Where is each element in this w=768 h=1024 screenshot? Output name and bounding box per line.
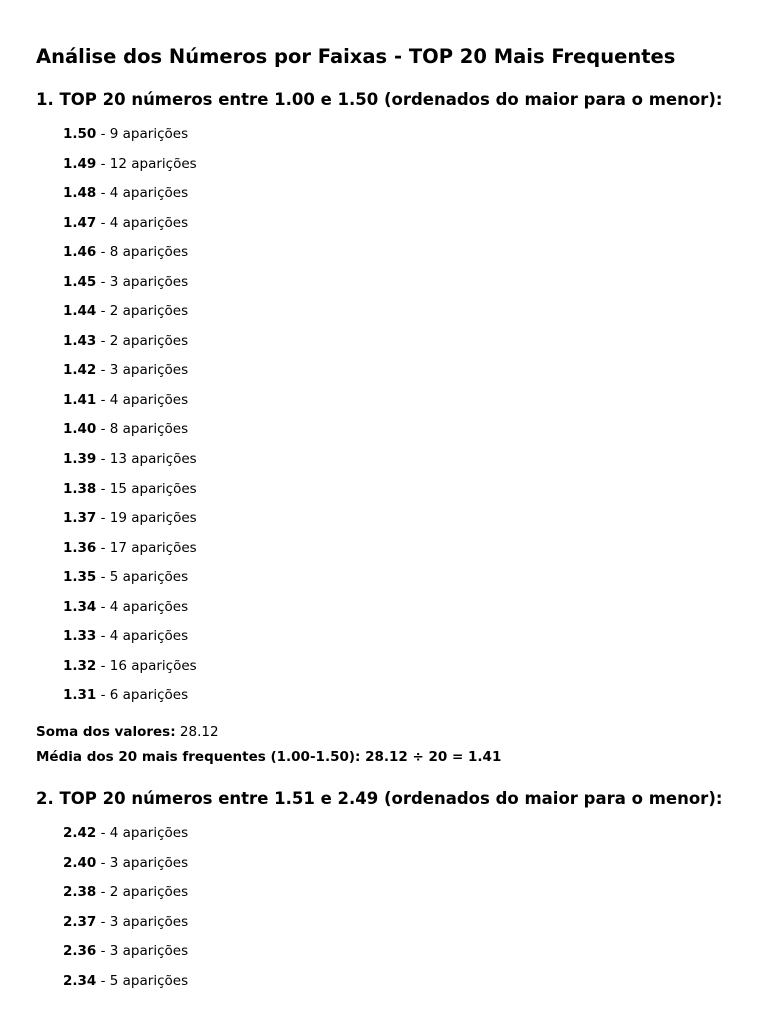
number-value: 1.41 xyxy=(63,391,97,408)
occurrence-count: 4 aparições xyxy=(109,214,189,231)
separator: - xyxy=(96,362,110,379)
list-item-entry xyxy=(63,445,197,475)
list-item-entry xyxy=(63,908,188,938)
occurrence-count: 5 aparições xyxy=(109,569,189,586)
number-value: 1.33 xyxy=(63,628,97,645)
separator: - xyxy=(96,687,110,704)
separator: - xyxy=(96,972,110,989)
list-item-entry xyxy=(63,937,188,967)
separator: - xyxy=(96,332,110,349)
separator: - xyxy=(96,598,110,615)
list-item-entry xyxy=(63,238,188,268)
list-item-entry xyxy=(63,681,188,711)
occurrence-count: 4 aparições xyxy=(109,391,189,408)
list-item-entry xyxy=(63,209,188,239)
list-item-entry xyxy=(63,967,188,997)
section-1-heading: 1. TOP 20 números entre 1.00 e 1.50 (ordenados do maior para o menor): xyxy=(36,90,723,109)
page-title: Análise dos Números por Faixas - TOP 20 Mais Frequentes xyxy=(36,45,676,68)
separator: - xyxy=(96,155,110,172)
separator: - xyxy=(96,185,110,202)
list-item-entry xyxy=(63,475,197,505)
occurrence-count: 8 aparições xyxy=(109,244,189,261)
list-item-entry xyxy=(63,652,197,682)
number-value: 1.44 xyxy=(63,303,97,320)
occurrence-count: 3 aparições xyxy=(109,913,189,930)
occurrence-count: 4 aparições xyxy=(109,598,189,615)
number-value: 1.50 xyxy=(63,126,97,142)
occurrence-count: 4 aparições xyxy=(109,825,189,841)
list-item-entry xyxy=(63,327,188,357)
occurrence-count: 4 aparições xyxy=(109,628,189,645)
list-item-entry xyxy=(63,120,188,150)
list-item-entry xyxy=(63,268,188,298)
list-item-entry xyxy=(63,593,188,623)
list-item-entry xyxy=(63,563,188,593)
occurrence-count: 15 aparições xyxy=(109,480,197,497)
number-value: 1.42 xyxy=(63,362,97,379)
number-value: 1.37 xyxy=(63,510,97,527)
occurrence-count: 6 aparições xyxy=(109,687,189,704)
number-value: 1.48 xyxy=(63,185,97,202)
number-value: 2.40 xyxy=(63,854,97,871)
list-item-entry xyxy=(63,179,188,209)
number-value: 1.46 xyxy=(63,244,97,261)
number-value: 1.40 xyxy=(63,421,97,438)
list-item-entry xyxy=(63,819,188,849)
separator: - xyxy=(96,244,110,261)
occurrence-count: 16 aparições xyxy=(109,657,197,674)
number-value: 1.39 xyxy=(63,451,97,468)
separator: - xyxy=(96,825,110,841)
list-item-entry xyxy=(63,415,188,445)
number-value: 1.36 xyxy=(63,539,97,556)
separator: - xyxy=(96,854,110,871)
number-value: 1.35 xyxy=(63,569,97,586)
separator: - xyxy=(96,451,110,468)
separator: - xyxy=(96,273,110,290)
occurrence-count: 13 aparições xyxy=(109,451,197,468)
separator: - xyxy=(96,628,110,645)
separator: - xyxy=(96,510,110,527)
list-item-entry xyxy=(63,849,188,879)
number-value: 2.36 xyxy=(63,943,97,960)
occurrence-count: 3 aparições xyxy=(109,943,189,960)
occurrence-count: 5 aparições xyxy=(109,972,189,989)
separator: - xyxy=(96,943,110,960)
separator: - xyxy=(96,214,110,231)
occurrence-count: 4 aparições xyxy=(109,185,189,202)
occurrence-count: 12 aparições xyxy=(109,155,197,172)
number-value: 1.31 xyxy=(63,687,97,704)
occurrence-count: 8 aparições xyxy=(109,421,189,438)
number-value: 1.34 xyxy=(63,598,97,615)
number-value: 1.43 xyxy=(63,332,97,349)
separator: - xyxy=(96,391,110,408)
sum-line xyxy=(36,722,219,742)
occurrence-count: 3 aparições xyxy=(109,854,189,871)
occurrence-count: 17 aparições xyxy=(109,539,197,556)
list-item-entry xyxy=(63,878,188,908)
number-value: 1.45 xyxy=(63,273,97,290)
number-value: 2.34 xyxy=(63,972,97,989)
occurrence-count: 3 aparições xyxy=(109,362,189,379)
list-item-entry xyxy=(63,356,188,386)
list-item-entry xyxy=(63,386,188,416)
occurrence-count: 3 aparições xyxy=(109,273,189,290)
separator: - xyxy=(96,480,110,497)
list-item-entry xyxy=(63,297,188,327)
separator: - xyxy=(96,913,110,930)
list-item-entry xyxy=(63,534,197,564)
number-value: 2.37 xyxy=(63,913,97,930)
sum-label: Soma dos valores: xyxy=(36,724,176,740)
list-item-entry xyxy=(63,150,197,180)
separator: - xyxy=(96,884,110,901)
list-item-entry xyxy=(63,504,197,534)
section-2-heading: 2. TOP 20 números entre 1.51 e 2.49 (ordenados do maior para o menor): xyxy=(36,789,723,808)
separator: - xyxy=(96,303,110,320)
separator: - xyxy=(96,421,110,438)
number-value: 1.38 xyxy=(63,480,97,497)
sum-value: 28.12 xyxy=(179,724,219,740)
occurrence-count: 2 aparições xyxy=(109,303,189,320)
average-line: Média dos 20 mais frequentes (1.00-1.50): 28.12 ÷ 20 = 1.41 xyxy=(36,749,502,765)
list-item-entry xyxy=(63,622,188,652)
number-value: 2.38 xyxy=(63,884,97,901)
number-value: 2.42 xyxy=(63,825,97,841)
number-value: 1.49 xyxy=(63,155,97,172)
separator: - xyxy=(96,569,110,586)
occurrence-count: 19 aparições xyxy=(109,510,197,527)
number-value: 1.32 xyxy=(63,657,97,674)
occurrence-count: 9 aparições xyxy=(109,126,189,142)
occurrence-count: 2 aparições xyxy=(109,884,189,901)
separator: - xyxy=(96,539,110,556)
separator: - xyxy=(96,126,110,142)
occurrence-count: 2 aparições xyxy=(109,332,189,349)
number-value: 1.47 xyxy=(63,214,97,231)
separator: - xyxy=(96,657,110,674)
